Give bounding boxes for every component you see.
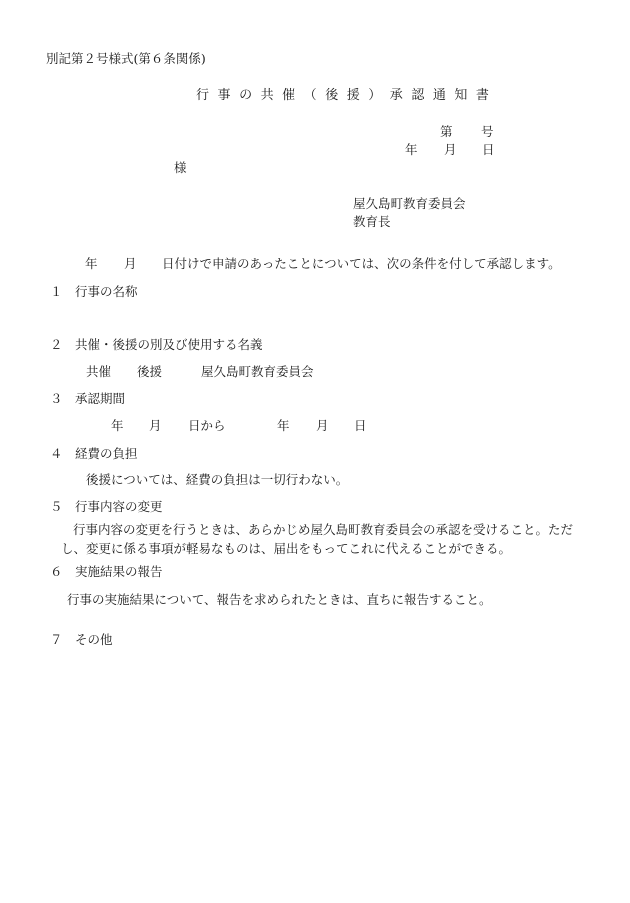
intro-year: 年 [85,256,98,271]
section-3-from-year: 年 [111,418,124,433]
section-3-to-day: 日 [354,418,367,433]
intro-month: 月 [124,256,137,271]
document-title: 行 事 の 共 催 （ 後 援 ） 承 認 通 知 書 [196,88,492,103]
doc-number-dai: 第 [440,124,453,139]
date-year: 年 [405,142,418,157]
section-3-heading: ３ 承認期間 [50,391,126,406]
section-5-body-line2: し、変更に係る事項が軽易なものは、届出をもってこれに代えることができる。 [61,541,512,556]
form-label: 別記第２号様式(第６条関係) [46,51,206,66]
section-6-heading: ６ 実施結果の報告 [50,564,163,579]
section-1-heading: １ 行事の名称 [50,284,138,299]
addressee-suffix: 様 [174,160,187,175]
section-3-to-month: 月 [316,418,329,433]
section-3-to-year: 年 [277,418,290,433]
section-7-heading: ７ その他 [50,632,113,647]
intro-text: 日付けで申請のあったことについては、次の条件を付して承認します。 [162,256,561,271]
section-2-heading: ２ 共催・後援の別及び使用する名義 [50,337,263,352]
date-month: 月 [444,142,457,157]
section-2-name: 屋久島町教育委員会 [201,364,314,379]
section-5-body-line1: 行事内容の変更を行うときは、あらかじめ屋久島町教育委員会の承認を受けること。ただ [73,522,574,537]
section-4-heading: ４ 経費の負担 [50,446,138,461]
issuer-title: 教育長 [353,214,391,229]
section-3-from-month: 月 [149,418,162,433]
section-6-body: 行事の実施結果について、報告を求められたときは、直ちに報告すること。 [67,592,492,607]
issuer-org: 屋久島町教育委員会 [353,196,466,211]
date-day: 日 [482,142,495,157]
doc-number-go: 号 [481,124,494,139]
section-2-kyosai: 共催 [86,364,112,379]
section-4-body: 後援については、経費の負担は一切行わない。 [86,472,349,487]
section-3-from-day: 日から [188,418,226,433]
section-2-koen: 後援 [137,364,163,379]
section-5-heading: ５ 行事内容の変更 [50,499,163,514]
